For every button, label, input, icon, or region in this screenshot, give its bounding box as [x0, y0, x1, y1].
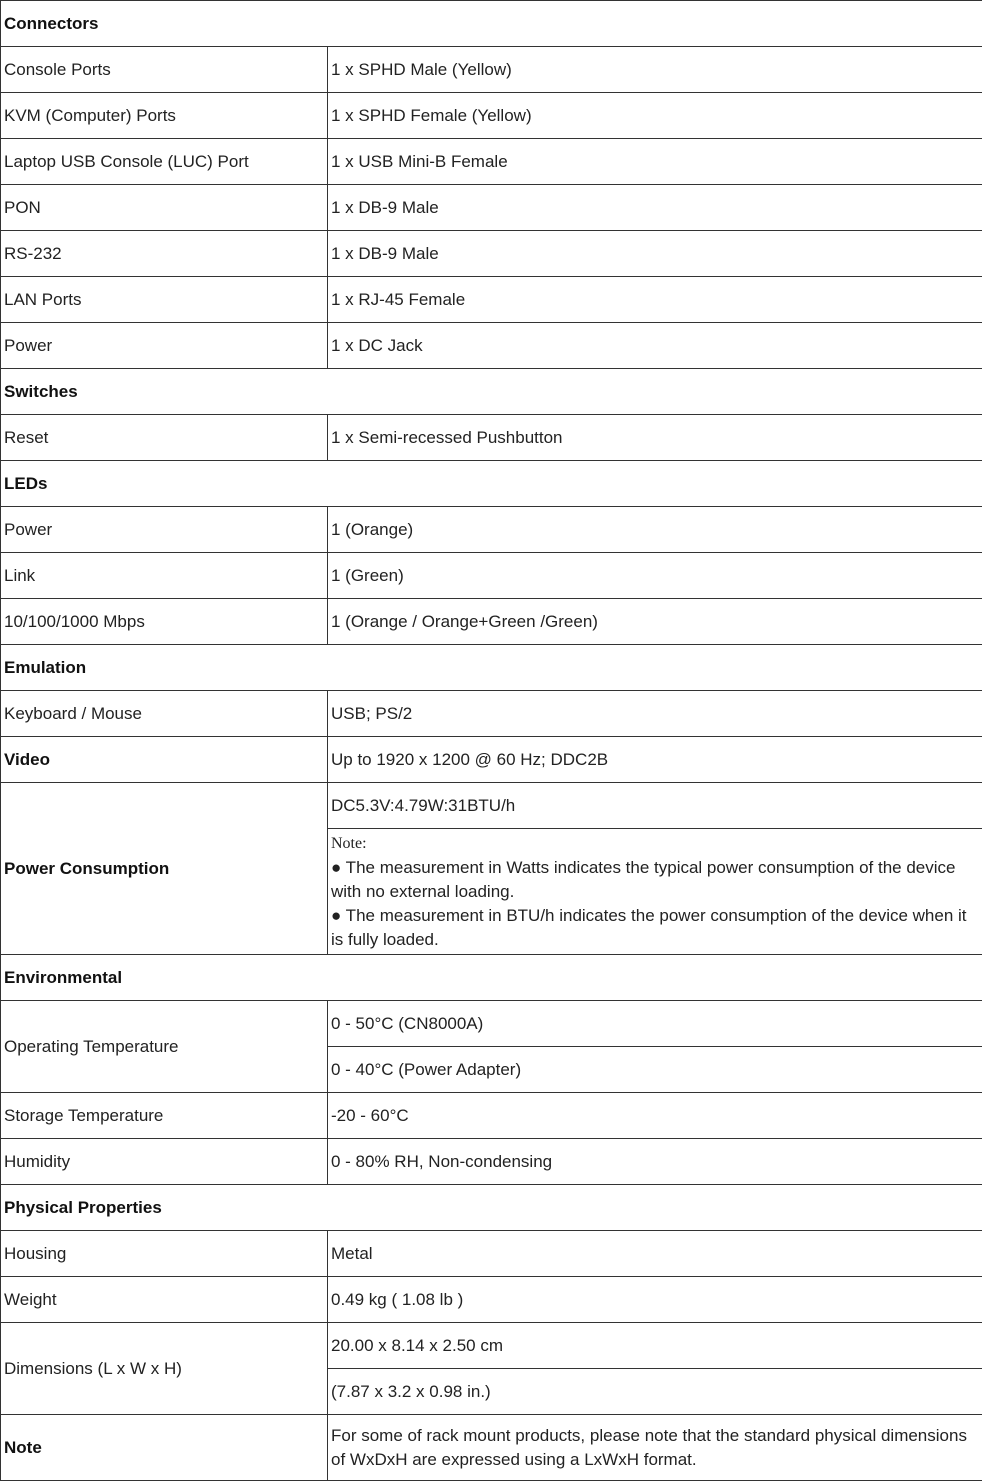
section-row-emulation [1, 645, 982, 691]
table-row [1, 323, 982, 369]
spec-value: 1 x RJ-45 Female [328, 277, 982, 323]
section-row-physical [1, 1185, 982, 1231]
spec-label: Operating Temperature [1, 1001, 328, 1093]
table-row [1, 1093, 982, 1139]
spec-label-video: Video [1, 737, 328, 783]
table-row-note [1, 1415, 982, 1481]
table-row [1, 553, 982, 599]
spec-value: 1 x DC Jack [328, 323, 982, 369]
spec-label: Link [1, 553, 328, 599]
table-row [1, 1277, 982, 1323]
spec-label: Weight [1, 1277, 328, 1323]
spec-label: LAN Ports [1, 277, 328, 323]
power-note-line: ● The measurement in BTU/h indicates the power consumption of the device when it is fully loaded. [331, 905, 967, 949]
table-row [1, 1323, 982, 1369]
table-row [1, 277, 982, 323]
spec-value: -20 - 60°C [328, 1093, 982, 1139]
spec-value: 0 - 40°C (Power Adapter) [328, 1047, 982, 1093]
spec-value: 1 x SPHD Female (Yellow) [328, 93, 982, 139]
spec-label: Laptop USB Console (LUC) Port [1, 139, 328, 185]
section-title-connectors: Connectors [1, 1, 982, 47]
table-row [1, 691, 982, 737]
spec-label: Power [1, 323, 328, 369]
table-row [1, 93, 982, 139]
spec-label: Dimensions (L x W x H) [1, 1323, 328, 1415]
table-row [1, 139, 982, 185]
spec-label: Power [1, 507, 328, 553]
spec-label: Housing [1, 1231, 328, 1277]
spec-label: Console Ports [1, 47, 328, 93]
spec-label: Storage Temperature [1, 1093, 328, 1139]
section-title-physical: Physical Properties [1, 1185, 982, 1231]
spec-value: Metal [328, 1231, 982, 1277]
spec-value: 1 x USB Mini-B Female [328, 139, 982, 185]
spec-value: 0.49 kg ( 1.08 lb ) [328, 1277, 982, 1323]
spec-value: 20.00 x 8.14 x 2.50 cm [328, 1323, 982, 1369]
spec-label: Keyboard / Mouse [1, 691, 328, 737]
table-row [1, 231, 982, 277]
table-row [1, 599, 982, 645]
spec-value: 1 (Orange / Orange+Green /Green) [328, 599, 982, 645]
table-row [1, 1139, 982, 1185]
spec-value: 1 x Semi-recessed Pushbutton [328, 415, 982, 461]
table-row [1, 47, 982, 93]
spec-label: PON [1, 185, 328, 231]
spec-label: KVM (Computer) Ports [1, 93, 328, 139]
table-row [1, 1231, 982, 1277]
power-note-title: Note: [331, 834, 367, 852]
spec-label: 10/100/1000 Mbps [1, 599, 328, 645]
spec-value: USB; PS/2 [328, 691, 982, 737]
table-row [1, 507, 982, 553]
table-row [1, 415, 982, 461]
table-row [1, 1001, 982, 1047]
spec-value: 1 (Orange) [328, 507, 982, 553]
spec-value: 1 x DB-9 Male [328, 185, 982, 231]
section-title-environmental: Environmental [1, 955, 982, 1001]
section-title-leds: LEDs [1, 461, 982, 507]
spec-value: 1 x SPHD Male (Yellow) [328, 47, 982, 93]
spec-value: (7.87 x 3.2 x 0.98 in.) [328, 1369, 982, 1415]
spec-value-power-consumption: DC5.3V:4.79W:31BTU/h [328, 783, 982, 829]
table-row-power-consumption [1, 783, 982, 829]
section-title-switches: Switches [1, 369, 982, 415]
spec-value: 1 x DB-9 Male [328, 231, 982, 277]
spec-value: 0 - 50°C (CN8000A) [328, 1001, 982, 1047]
power-note-line: ● The measurement in Watts indicates the typical power consumption of the device with no external loading. [331, 857, 956, 901]
spec-value: 0 - 80% RH, Non-condensing [328, 1139, 982, 1185]
spec-label-note: Note [1, 1415, 328, 1481]
spec-value-video: Up to 1920 x 1200 @ 60 Hz; DDC2B [328, 737, 982, 783]
table-row [1, 185, 982, 231]
spec-value: 1 (Green) [328, 553, 982, 599]
section-row-environmental [1, 955, 982, 1001]
section-title-emulation: Emulation [1, 645, 982, 691]
spec-label: RS-232 [1, 231, 328, 277]
spec-label: Humidity [1, 1139, 328, 1185]
spec-label: Reset [1, 415, 328, 461]
section-row-leds [1, 461, 982, 507]
section-row-connectors [1, 1, 982, 47]
table-row-video [1, 737, 982, 783]
section-row-switches [1, 369, 982, 415]
spec-label-power-consumption: Power Consumption [1, 783, 328, 955]
spec-value-note: For some of rack mount products, please note that the standard physical dimensions of WxDxH are expressed using a LxWxH format. [328, 1415, 982, 1481]
power-note-cell [328, 829, 982, 955]
